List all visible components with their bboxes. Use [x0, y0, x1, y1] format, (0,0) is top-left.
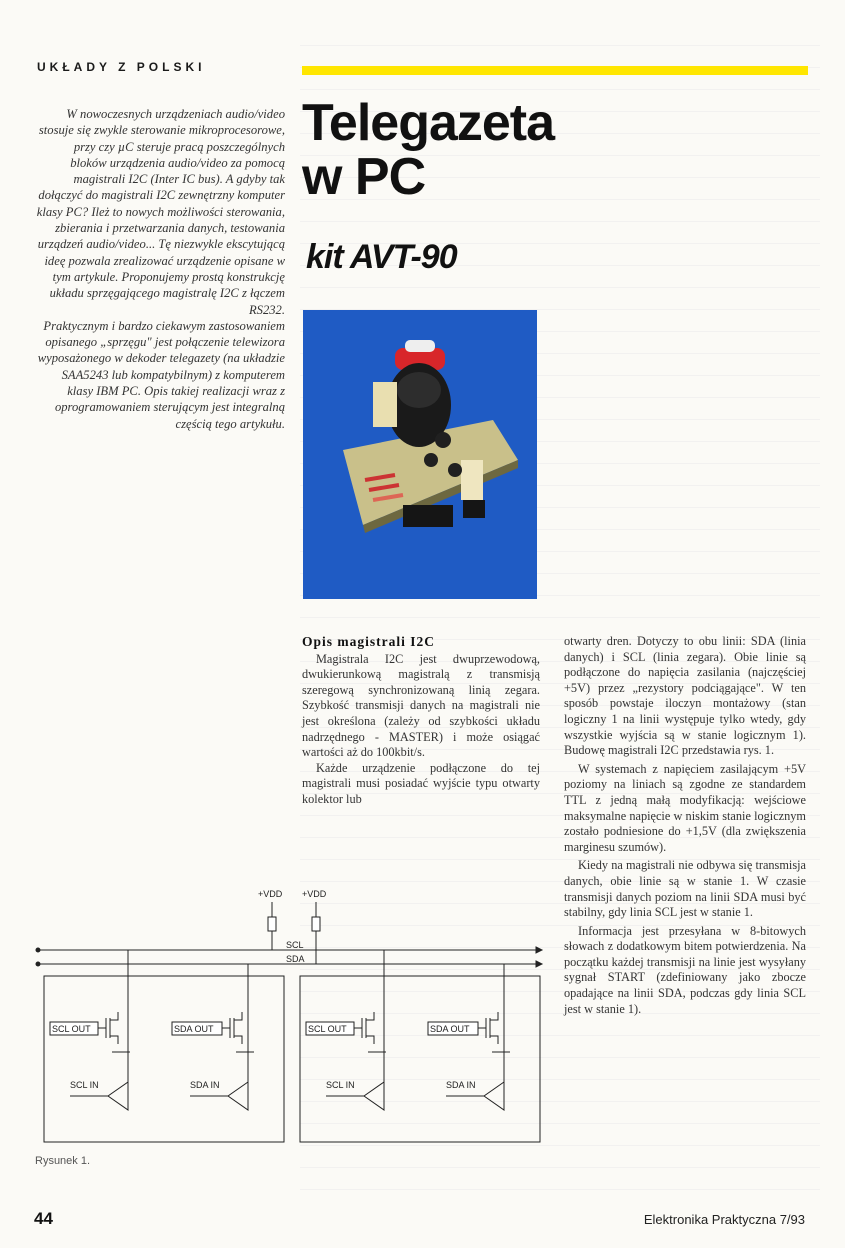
article-column-1: [302, 634, 540, 808]
scl-out-label: SCL OUT: [308, 1024, 347, 1034]
article-paragraph: Informacja jest przesyłana w 8-bitowych słowach z dodatkowym bitem potwierdzenia. Na początku każdej transmisji na linie jest wysyłany sygnał START (zdefiniowany jako zbocze opadające na linii SDA, podczas gdy linia SCL jest w stanie 1).: [564, 923, 806, 1016]
article-paragraph: W systemach z napięciem zasilającym +5V poziomy na liniach są zgodne ze standardem TTL z jedną małą modyfikacją: wejściowe maksymalne napięcie w niskim stanie logicznym zostało podniesione do +1,5V (dla zwiększenia marginesu szumów).: [564, 761, 806, 854]
lead-paragraph-2: Praktycznym i bardzo ciekawym zastosowaniem opisanego „sprzęgu" jest połączenie telewizora wyposażonego w dekoder telegazety (na układzie SAA5243 lub kompatybilnym) z komputerem klasy IBM PC. Opis takiej realizacji wraz z oprogramowaniem sterującym jest integralną częścią tego artykułu.: [37, 318, 285, 431]
bus-diagram: [30, 882, 550, 1152]
title-line-2: w PC: [302, 148, 426, 206]
magazine-name: Elektronika Praktyczna 7/93: [643, 1212, 805, 1227]
title-line-1: Telegazeta: [302, 94, 555, 152]
vdd-label-2: +VDD: [302, 889, 327, 899]
sda-bus-label: SDA: [286, 954, 305, 964]
scl-in-label: SCL IN: [70, 1080, 99, 1090]
article-paragraph: otwarty dren. Dotyczy to obu linii: SDA (linia danych) i SCL (linia zegara). Obie linie są podłączone do napięcia zasilania (najczęściej +5V) przez „rezystory podciągające". W ten sposób powstaje iloczyn montażowy (stan logiczny 1 na linii występuje tylko wtedy, gdy wszystkie wyjścia są w stanie logicznym 1). Budowę magistrali I2C przedstawia rys. 1.: [564, 634, 806, 758]
vdd-label-1: +VDD: [258, 889, 283, 899]
article-paragraph: Każde urządzenie podłączone do tej magistrali musi posiadać wyjście typu otwarty kolektor lub: [302, 760, 540, 806]
article-paragraph: Magistrala I2C jest dwuprzewodową, dwukierunkową magistralą z transmisją szeregową synchronizowaną linią zegara. Szybkość transmisji danych na magistrali nie jest określona (zależy od szybkości układu nadrzędnego - MASTER) i może osiągać wartości aż do 100kbit/s.: [302, 651, 540, 760]
accent-bar: [302, 66, 808, 75]
article-heading: Opis magistrali I2C: [302, 634, 436, 649]
connector-right: [461, 460, 483, 500]
section-label: UKŁADY Z POLSKI: [37, 60, 206, 74]
article-paragraph: Kiedy na magistrali nie odbywa się transmisja danych, obie linie są w stanie 1. W czasie transmisji danych poziom na linii SDA musi być stabilny, gdy linia SCL jest w stanie 1.: [564, 858, 806, 920]
article-title: [302, 96, 554, 204]
buffer-sda-in: [228, 1082, 248, 1110]
sda-out-label: SDA OUT: [174, 1024, 214, 1034]
lead-text: [35, 106, 285, 432]
sda-in-label: SDA IN: [190, 1080, 220, 1090]
pullup-resistor-scl: [268, 917, 276, 931]
buffer-scl-in: [108, 1082, 128, 1110]
buffer-scl-in: [364, 1082, 384, 1110]
article-column-2: [564, 634, 806, 1020]
scl-out-label: SCL OUT: [52, 1024, 91, 1034]
sda-in-label: SDA IN: [446, 1080, 476, 1090]
lead-paragraph-1: W nowoczesnych urządzeniach audio/video stosuje się zwykle sterowanie mikroprocesorowe, przy czy µC steruje pracą poszczególnych bloków urządzenia audio/video za pomocą magistrali I2C (Inter IC bus). A gdyby tak dołączyć do magistrali I2C zewnętrzny komputer klasy PC? Ileż to nowych możliwości sterowania, zbierania i przetwarzania danych, testowania urządzeń audio/video... Tę niezwykle ekscytującą ideę pozwala zrealizować urządzenie opisane w tym artykule. Proponujemy prostą konstrukcję układu sprzęgającego magistralę I2C z łączem RS232.: [36, 107, 285, 317]
figure-caption: Rysunek 1.: [35, 1155, 91, 1167]
buffer-sda-in: [484, 1082, 504, 1110]
kit-label: kit AVT-90: [306, 238, 457, 276]
sda-out-label: SDA OUT: [430, 1024, 470, 1034]
scl-in-label: SCL IN: [326, 1080, 355, 1090]
page-number: 44: [34, 1209, 53, 1228]
ic-chip: [403, 505, 453, 527]
scl-bus-label: SCL: [286, 940, 304, 950]
connector-left: [373, 382, 397, 427]
product-photo: [303, 310, 537, 599]
pullup-resistor-sda: [312, 917, 320, 931]
